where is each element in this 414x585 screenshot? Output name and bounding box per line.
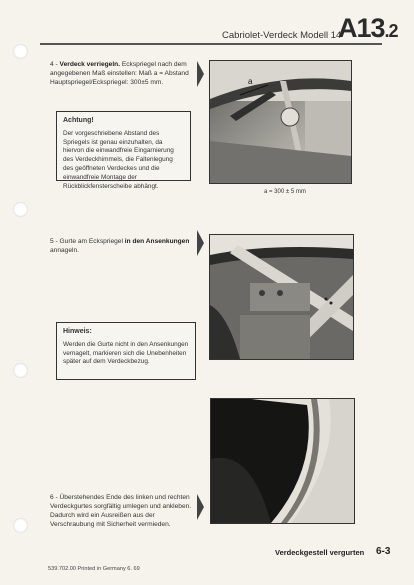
step-number: 6 - xyxy=(50,494,58,501)
footer-section-title: Verdeckgestell vergurten xyxy=(275,548,365,557)
step-5 xyxy=(50,237,198,255)
binder-hole xyxy=(13,363,28,378)
warning-text: Der vorgeschriebene Abstand des Spriegels ist genau einzuhalten, da hiervon die einwandfreie Eingarnierung des Verdeckhimmels, die Faltenlegung des geöffneten Verdeckes und die einwandfreie Montage der Rückblickfensterscheibe abhängt. xyxy=(63,129,174,190)
pointer-arrow xyxy=(197,61,204,87)
step-6 xyxy=(50,493,198,529)
hint-text: Werden die Gurte nicht in den Ansenkungen vernagelt, markieren sich die Unebenheiten später auf dem Verdeckbezug. xyxy=(63,340,189,366)
hint-title: Hinweis: xyxy=(63,328,92,335)
step-text: annageln. xyxy=(50,247,79,254)
print-info: 539.702.00 Printed in Germany 6. 69 xyxy=(48,566,140,572)
hint-box xyxy=(56,322,196,380)
step-bold: Verdeck verriegeln. xyxy=(59,61,121,68)
step-number: 4 - xyxy=(50,61,58,68)
warning-box xyxy=(56,111,191,190)
step-text: Überstehendes Ende des linken und rechten Verdeckgurtes sorgfältig umlegen und ankleben. Dadurch wird ein Ausreißen aus der Verschraubung mit Sicherheit vermieden. xyxy=(50,494,192,528)
photo-caption: a = 300 ± 5 mm xyxy=(264,189,306,195)
photo-bow-distance-image xyxy=(210,61,351,183)
section-code-main: A13 xyxy=(338,13,385,43)
step-number: 5 - xyxy=(50,238,58,245)
step-4 xyxy=(50,60,196,87)
photo-bow-distance xyxy=(209,60,352,184)
step-text: Eckspriegel nach dem angegebenen Maß einstellen: Maß a = Abstand Hauptspriegel/Eckspriegel: 300±5 mm. xyxy=(50,61,189,86)
page-number: 6-3 xyxy=(376,546,391,557)
page-header-title: Cabriolet-Verdeck Modell 14 xyxy=(222,30,342,41)
step-bold: in den Ansenkungen xyxy=(124,238,190,245)
photo-straps-nailed xyxy=(209,234,354,360)
step-text: Gurte am Eckspriegel xyxy=(59,238,125,245)
binder-hole xyxy=(13,518,28,533)
photo-strap-end-glued xyxy=(210,398,355,524)
pointer-arrow xyxy=(197,230,204,256)
header-rule xyxy=(40,43,382,45)
binder-hole xyxy=(13,44,28,59)
photo-label-a: a xyxy=(248,77,253,86)
warning-title: Achtung! xyxy=(63,117,94,124)
photo-strap-end-glued-image xyxy=(211,399,354,523)
section-code-sub: .2 xyxy=(384,21,398,41)
photo-straps-nailed-image xyxy=(210,235,353,359)
section-code xyxy=(338,13,398,44)
binder-hole xyxy=(13,202,28,217)
pointer-arrow xyxy=(197,494,204,520)
